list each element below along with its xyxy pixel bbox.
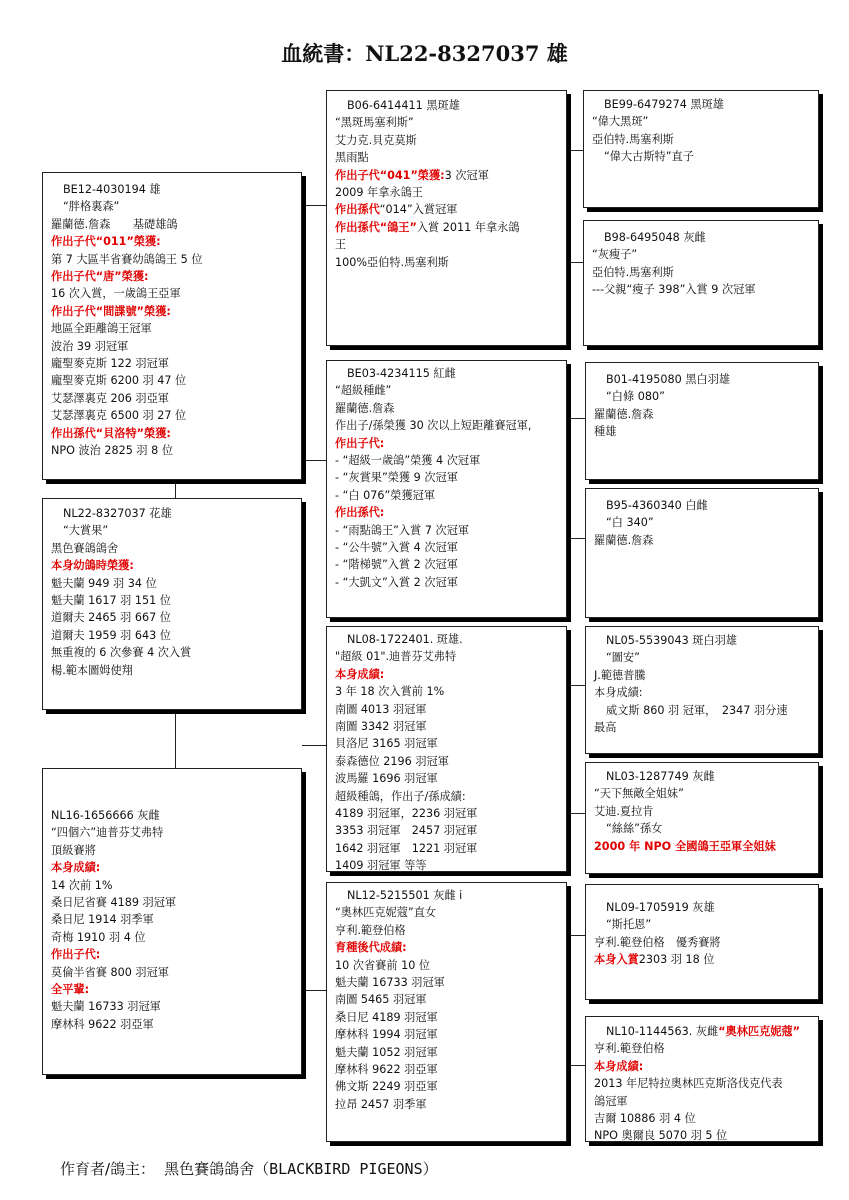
pedigree-line bbox=[335, 556, 560, 573]
pedigree-line-text: 拉昂 2457 羽季軍 bbox=[335, 1097, 427, 1111]
pedigree-line-text: NL08-1722401. 斑雄. bbox=[347, 633, 463, 646]
pedigree-line-text: 南圖 4013 羽冠軍 bbox=[335, 702, 427, 716]
pedigree-line-text: 龐聖麥克斯 122 羽冠軍 bbox=[51, 357, 169, 371]
pedigree-line bbox=[594, 899, 812, 916]
pedigree-line-text: 3 年 18 次入賞前 1% bbox=[335, 685, 445, 699]
connector-sd-sdd bbox=[567, 538, 585, 539]
connector-sire-sd bbox=[302, 460, 326, 461]
pedigree-line bbox=[335, 788, 560, 805]
pedigree-line bbox=[51, 842, 295, 859]
pedigree-line-text: NL10-1144563. 灰雌 bbox=[606, 1025, 719, 1038]
pedigree-line bbox=[335, 922, 560, 939]
pedigree-line bbox=[594, 514, 812, 531]
pedigree-line bbox=[335, 114, 560, 131]
pedigree-line bbox=[51, 285, 295, 302]
pedigree-line-text: “四個六”迪普芬艾弗特 bbox=[51, 826, 164, 840]
pedigree-line-text: 桑日尼 4189 羽冠軍 bbox=[335, 1010, 438, 1024]
pedigree-line-text: “白條 080” bbox=[606, 390, 665, 404]
pedigree-line-text: 超級種鴿，作出子/孫成績: bbox=[335, 789, 466, 803]
pedigree-line bbox=[335, 574, 560, 591]
pedigree-line bbox=[335, 805, 560, 822]
pedigree-line-text: B06-6414411 黑斑雄 bbox=[347, 99, 460, 112]
pedigree-line bbox=[51, 627, 295, 644]
pedigree-line-text: B95-4360340 白雌 bbox=[606, 499, 708, 512]
pedigree-line-text: 艾瑟澤裏克 6500 羽 27 位 bbox=[51, 409, 187, 423]
pedigree-line-text: “偉大古斯特”直子 bbox=[604, 150, 694, 164]
pedigree-line bbox=[335, 648, 560, 665]
pedigree-line bbox=[51, 644, 295, 661]
pedigree-line-text: 魁夫蘭 1052 羽冠軍 bbox=[335, 1045, 438, 1059]
pedigree-line bbox=[51, 355, 295, 372]
pedigree-line-text: 無重複的 6 次參賽 4 次入賞 bbox=[51, 646, 192, 660]
pedigree-line-text: 100%亞伯特.馬塞利斯 bbox=[335, 255, 449, 269]
pedigree-line bbox=[594, 785, 812, 802]
pedigree-line bbox=[335, 469, 560, 486]
pedigree-line bbox=[335, 718, 560, 735]
pedigree-line-text: 羅蘭德.詹森 基礎雄鴿 bbox=[51, 217, 178, 231]
pedigree-line-text: 種雄 bbox=[594, 425, 617, 439]
pedigree-line-text: 亞伯特.馬塞利斯 bbox=[592, 132, 674, 146]
sire-dam-card bbox=[326, 360, 567, 618]
dam-sire-card bbox=[326, 626, 567, 872]
pedigree-line bbox=[335, 735, 560, 752]
pedigree-line bbox=[594, 388, 812, 405]
pedigree-line bbox=[335, 887, 560, 904]
pedigree-line bbox=[51, 981, 295, 998]
pedigree-line bbox=[594, 768, 812, 785]
pedigree-line bbox=[335, 97, 560, 114]
pedigree-line-text: 作出子代“間諜號”榮獲: bbox=[51, 304, 171, 318]
pedigree-line-text: 黑雨點 bbox=[335, 151, 369, 165]
pedigree-line bbox=[335, 957, 560, 974]
pedigree-line bbox=[335, 974, 560, 991]
pedigree-line-text: 吉爾 10886 羽 4 位 bbox=[594, 1112, 696, 1126]
pedigree-line bbox=[335, 417, 560, 434]
pedigree-line bbox=[51, 268, 295, 285]
pedigree-line bbox=[335, 149, 560, 166]
connector-sd-sds bbox=[567, 418, 585, 419]
pedigree-line-text: 桑日尼 1914 羽季軍 bbox=[51, 913, 154, 927]
pedigree-line bbox=[335, 400, 560, 417]
pedigree-line bbox=[594, 684, 812, 701]
pedigree-line-text: NL09-1705919 灰雄 bbox=[606, 901, 715, 914]
pedigree-line-text: 4189 羽冠軍，2236 羽冠軍 bbox=[335, 807, 478, 821]
pedigree-line bbox=[594, 423, 812, 440]
pedigree-line bbox=[51, 407, 295, 424]
pedigree-line-text: NL03-1287749 灰雌 bbox=[606, 770, 715, 783]
pedigree-line bbox=[335, 840, 560, 857]
pedigree-line-detail: 入賞 2011 年拿永鴿 bbox=[416, 220, 520, 234]
pedigree-line-text: - “雨點鴿王”入賞 7 次冠軍 bbox=[335, 523, 470, 537]
pedigree-line-text: 全平輩: bbox=[51, 983, 90, 997]
pedigree-line bbox=[335, 539, 560, 556]
pedigree-line bbox=[335, 666, 560, 683]
pedigree-line-text: 南圖 5465 羽冠軍 bbox=[335, 993, 427, 1007]
pedigree-line-text: 王 bbox=[335, 238, 347, 252]
pedigree-line bbox=[594, 1058, 812, 1075]
pedigree-line-text: 波馬羅 1696 羽冠軍 bbox=[335, 772, 438, 786]
pedigree-line bbox=[51, 609, 295, 626]
pedigree-line-text: 本身成績: bbox=[51, 861, 101, 875]
connector-sire-main bbox=[175, 480, 176, 498]
breeder-label: 作育者/鴿主： bbox=[60, 1160, 156, 1178]
dam-card bbox=[42, 768, 302, 1075]
pedigree-line bbox=[51, 894, 295, 911]
pedigree-line bbox=[335, 857, 560, 872]
dam-dam-sire-card bbox=[585, 884, 819, 1000]
pedigree-line bbox=[51, 338, 295, 355]
pedigree-line-text: 鴿冠軍 bbox=[594, 1094, 628, 1108]
pedigree-line bbox=[335, 522, 560, 539]
pedigree-line bbox=[592, 96, 812, 113]
pedigree-line-text: 羅蘭德.詹森 bbox=[335, 401, 395, 415]
pedigree-line bbox=[594, 532, 812, 549]
pedigree-line bbox=[335, 631, 560, 648]
connector-ds-dss bbox=[567, 685, 585, 686]
pedigree-line-text: 佛文斯 2249 羽亞軍 bbox=[335, 1080, 438, 1094]
pedigree-line-text: - “白 076”榮獲冠軍 bbox=[335, 488, 436, 502]
pedigree-line-text: 魁夫蘭 16733 羽冠軍 bbox=[335, 976, 445, 990]
pedigree-line-text: 南圖 3342 羽冠軍 bbox=[335, 720, 427, 734]
pedigree-line-text: 摩林科 9622 羽亞軍 bbox=[51, 1017, 154, 1031]
pedigree-line bbox=[335, 1096, 560, 1113]
pedigree-line-text: 本身入賞 bbox=[594, 953, 639, 967]
connector-dam-ds bbox=[302, 745, 326, 746]
pedigree-line-text: 黑色賽鴿鴿舍 bbox=[51, 541, 119, 555]
sire-dam-sire-card bbox=[585, 362, 819, 480]
breeder-value: 黑色賽鴿鴿舍（BLACKBIRD PIGEONS） bbox=[164, 1160, 438, 1178]
pedigree-line bbox=[335, 1009, 560, 1026]
pedigree-line bbox=[51, 216, 295, 233]
pedigree-line-text: 10 次省賽前 10 位 bbox=[335, 958, 431, 972]
pedigree-line bbox=[335, 1026, 560, 1043]
pedigree-line-text: “超級種雌” bbox=[335, 384, 392, 398]
pedigree-line-text: “胖格裏森” bbox=[63, 200, 120, 214]
pedigree-line bbox=[335, 167, 560, 184]
pedigree-line-text: - “公牛號”入賞 4 次冠軍 bbox=[335, 541, 458, 555]
pedigree-line bbox=[335, 1044, 560, 1061]
pedigree-line bbox=[335, 1078, 560, 1095]
pedigree-line bbox=[335, 201, 560, 218]
pedigree-line-text: 作出孫代“鴿王” bbox=[335, 220, 417, 234]
pedigree-line bbox=[335, 132, 560, 149]
pedigree-line-text: - “灰賞果”榮獲 9 次冠軍 bbox=[335, 471, 458, 485]
pedigree-line bbox=[51, 557, 295, 574]
pedigree-line-text: 2009 年拿永鴿王 bbox=[335, 186, 423, 200]
pedigree-line-text: 亨利.範登伯格 bbox=[594, 1042, 665, 1056]
pedigree-line-text: NL22-8327037 花雄 bbox=[63, 507, 172, 520]
pedigree-line-text: 本身成績: bbox=[335, 667, 385, 681]
pedigree-line bbox=[594, 820, 812, 837]
pedigree-line-text: 作出子代: bbox=[335, 436, 385, 450]
pedigree-line-text: 亞伯特.馬塞利斯 bbox=[592, 265, 674, 279]
pedigree-line-text: “奧林匹克妮蔻”直女 bbox=[335, 906, 437, 920]
pedigree-line bbox=[335, 939, 560, 956]
pedigree-line bbox=[51, 592, 295, 609]
pedigree-line-text: 作出孫代: bbox=[335, 506, 385, 520]
connector-dam-dd bbox=[302, 990, 326, 991]
pedigree-line bbox=[51, 824, 295, 841]
connector-ss-sss bbox=[567, 150, 583, 151]
connector-dd-ddd bbox=[567, 1065, 585, 1066]
pedigree-line-text: 1409 羽冠軍 等等 bbox=[335, 859, 427, 872]
pedigree-line-text: NL16-1656666 灰雌 bbox=[51, 809, 160, 822]
pedigree-line-text: “天下無敵全姐妹” bbox=[594, 787, 684, 801]
pedigree-line bbox=[51, 929, 295, 946]
pedigree-line bbox=[51, 425, 295, 442]
pedigree-line-text: “大賞果” bbox=[63, 524, 109, 538]
pedigree-line bbox=[51, 575, 295, 592]
pedigree-line bbox=[594, 1023, 812, 1040]
pedigree-line bbox=[335, 452, 560, 469]
connector-main-dam bbox=[175, 710, 176, 768]
pedigree-line-text: NL12-5215501 灰雌 i bbox=[347, 889, 463, 902]
connector-sire-ss bbox=[302, 205, 326, 206]
pedigree-line-detail: “014”入賞冠軍 bbox=[379, 203, 458, 217]
sire-sire-sire-card bbox=[583, 90, 819, 208]
pedigree-line-text: 育種後代成績: bbox=[335, 941, 407, 955]
pedigree-line-text: “絲絲”孫女 bbox=[606, 822, 663, 836]
pedigree-line-text: “偉大黑斑” bbox=[592, 115, 649, 129]
pedigree-line bbox=[594, 916, 812, 933]
pedigree-line-text: BE03-4234115 紅雌 bbox=[347, 367, 456, 380]
breeder-footer bbox=[60, 1158, 438, 1179]
pedigree-line bbox=[335, 822, 560, 839]
pedigree-line-text: 最高 bbox=[594, 721, 617, 735]
pedigree-line bbox=[51, 372, 295, 389]
pedigree-line-text: 摩林科 9622 羽亞軍 bbox=[335, 1063, 438, 1077]
pedigree-line bbox=[51, 540, 295, 557]
pedigree-line bbox=[594, 649, 812, 666]
pedigree-line-text: 波治 39 羽冠軍 bbox=[51, 339, 129, 353]
pedigree-line-text: 本身成績: bbox=[594, 686, 643, 700]
pedigree-line-text: 1642 羽冠軍 1221 羽冠軍 bbox=[335, 841, 478, 855]
pedigree-line-text: 亨利.範登伯格 優秀賽將 bbox=[594, 935, 721, 949]
pedigree-line bbox=[51, 998, 295, 1015]
pedigree-line bbox=[594, 632, 812, 649]
pedigree-line-text: "超級 01".迪普芬艾弗特 bbox=[335, 650, 457, 664]
pedigree-line bbox=[51, 911, 295, 928]
pedigree-line bbox=[51, 442, 295, 459]
sire-dam-dam-card bbox=[585, 488, 819, 618]
pedigree-line-text: “黑斑馬塞利斯” bbox=[335, 116, 414, 130]
pedigree-line-text: NPO 波治 2825 羽 8 位 bbox=[51, 444, 174, 458]
pedigree-line-text: 泰森德位 2196 羽冠軍 bbox=[335, 754, 449, 768]
pedigree-line-text: 道爾夫 1959 羽 643 位 bbox=[51, 628, 171, 642]
pedigree-line-text: 羅蘭德.詹森 bbox=[594, 533, 654, 547]
pedigree-line bbox=[51, 946, 295, 963]
connector-ss-ssd bbox=[567, 262, 583, 263]
pedigree-line-highlight: “奧林匹克妮蔻” bbox=[718, 1025, 801, 1038]
pedigree-line bbox=[594, 1093, 812, 1110]
connector-ds-dsd bbox=[567, 813, 585, 814]
pedigree-line-text: J.範德普騰 bbox=[594, 668, 646, 682]
pedigree-line bbox=[592, 264, 812, 281]
pedigree-line bbox=[335, 904, 560, 921]
dam-sire-dam-card bbox=[585, 762, 819, 874]
pedigree-line-text: BE12-4030194 雄 bbox=[63, 183, 161, 196]
pedigree-line-text: 亨利.範登伯格 bbox=[335, 923, 406, 937]
dam-dam-card bbox=[326, 882, 567, 1142]
pedigree-line bbox=[594, 1075, 812, 1092]
pedigree-line bbox=[335, 487, 560, 504]
pedigree-line-text: 作出子代“唐”榮獲: bbox=[51, 270, 149, 284]
pedigree-line-detail: 2303 羽 18 位 bbox=[638, 953, 715, 967]
pedigree-line-text: “圖安” bbox=[606, 651, 640, 665]
pedigree-line bbox=[594, 406, 812, 423]
pedigree-line bbox=[592, 246, 812, 263]
pedigree-line bbox=[51, 522, 295, 539]
pedigree-line-text: 艾瑟澤裏克 206 羽亞軍 bbox=[51, 391, 169, 405]
pedigree-line bbox=[594, 702, 812, 719]
pedigree-line-text: B98-6495048 灰雌 bbox=[604, 231, 706, 244]
pedigree-line bbox=[594, 1040, 812, 1057]
pedigree-line bbox=[51, 1016, 295, 1033]
pedigree-line-text: 作出子/孫榮獲 30 次以上短距離賽冠軍, bbox=[335, 419, 532, 433]
pedigree-line bbox=[594, 1110, 812, 1127]
pedigree-line bbox=[51, 964, 295, 981]
pedigree-line bbox=[594, 1127, 812, 1142]
pedigree-line bbox=[594, 497, 812, 514]
pedigree-line-text: 魁夫蘭 16733 羽冠軍 bbox=[51, 1000, 161, 1014]
main-pigeon-card bbox=[42, 498, 302, 710]
pedigree-line bbox=[335, 991, 560, 1008]
pedigree-line-text: 奇梅 1910 羽 4 位 bbox=[51, 930, 146, 944]
page-title: 血統書：NL22-8327037 雄 bbox=[281, 41, 568, 66]
pedigree-line bbox=[335, 435, 560, 452]
pedigree-line bbox=[335, 701, 560, 718]
pedigree-line bbox=[594, 371, 812, 388]
pedigree-line bbox=[335, 1061, 560, 1078]
pedigree-line bbox=[51, 181, 295, 198]
pedigree-line-text: “灰瘦子” bbox=[592, 248, 638, 262]
pedigree-line-text: 艾力克.貝克莫斯 bbox=[335, 133, 417, 147]
pedigree-line bbox=[51, 390, 295, 407]
pedigree-line-text: 楊.範本圖姆使翔 bbox=[51, 663, 133, 677]
pedigree-line bbox=[594, 838, 812, 855]
pedigree-line-text: 莫倫半省賽 800 羽冠軍 bbox=[51, 965, 169, 979]
pedigree-line-text: 3353 羽冠軍 2457 羽冠軍 bbox=[335, 824, 478, 838]
dam-sire-sire-card bbox=[585, 626, 819, 754]
pedigree-line-text: - “超級一歲鴿”榮獲 4 次冠軍 bbox=[335, 454, 481, 468]
pedigree-line bbox=[51, 662, 295, 679]
pedigree-line bbox=[335, 683, 560, 700]
pedigree-line-text: - “大凱文”入賞 2 次冠軍 bbox=[335, 575, 458, 589]
pedigree-line-text: “白 340” bbox=[606, 516, 654, 530]
pedigree-line-text: ---父親“瘦子 398”入賞 9 次冠軍 bbox=[592, 283, 756, 297]
pedigree-line-text: 龐聖麥克斯 6200 羽 47 位 bbox=[51, 374, 187, 388]
pedigree-line-text: 桑日尼省賽 4189 羽冠軍 bbox=[51, 896, 177, 910]
pedigree-line bbox=[594, 951, 812, 968]
pedigree-line-text: 貝洛尼 3165 羽冠軍 bbox=[335, 737, 438, 751]
pedigree-line bbox=[592, 229, 812, 246]
pedigree-line-text: 艾迪.夏拉肯 bbox=[594, 804, 654, 818]
pedigree-line bbox=[335, 184, 560, 201]
pedigree-line-text: 本身幼鴿時榮獲: bbox=[51, 559, 134, 573]
pedigree-line-text: 16 次入賞，一歲鴿王亞軍 bbox=[51, 287, 181, 301]
pedigree-line-text: 作出孫代“貝洛特”榮獲: bbox=[51, 426, 171, 440]
sire-card bbox=[42, 172, 302, 480]
sire-sire-dam-card bbox=[583, 220, 819, 346]
pedigree-line bbox=[594, 667, 812, 684]
pedigree-line bbox=[51, 877, 295, 894]
pedigree-line bbox=[592, 281, 812, 298]
pedigree-line bbox=[594, 803, 812, 820]
pedigree-line-text: 作出子代: bbox=[51, 948, 101, 962]
pedigree-line-text: 道爾夫 2465 羽 667 位 bbox=[51, 611, 171, 625]
pedigree-line bbox=[335, 365, 560, 382]
pedigree-line bbox=[51, 233, 295, 250]
pedigree-line bbox=[335, 382, 560, 399]
pedigree-line-detail: 3 次冠軍 bbox=[444, 168, 489, 182]
pedigree-line-text: 魁夫蘭 1617 羽 151 位 bbox=[51, 594, 171, 608]
pedigree-line-text: 魁夫蘭 949 羽 34 位 bbox=[51, 576, 157, 590]
pedigree-line-text: “斯托恩” bbox=[606, 918, 652, 932]
pedigree-line-text: NL05-5539043 斑白羽雄 bbox=[606, 634, 738, 647]
pedigree-line-text: 作出孫代 bbox=[335, 203, 380, 217]
pedigree-line-text: 作出子代“041”榮獲: bbox=[335, 168, 445, 182]
pedigree-line bbox=[335, 753, 560, 770]
pedigree-line-text: 地區全距離鴿王冠軍 bbox=[51, 322, 152, 336]
pedigree-line bbox=[51, 859, 295, 876]
pedigree-line bbox=[51, 807, 295, 824]
pedigree-line-text: NPO 奧爾良 5070 羽 5 位 bbox=[594, 1129, 728, 1142]
pedigree-line-text: - “階梯號”入賞 2 次冠軍 bbox=[335, 558, 458, 572]
pedigree-line bbox=[335, 219, 560, 236]
pedigree-line bbox=[51, 320, 295, 337]
pedigree-line bbox=[335, 504, 560, 521]
pedigree-line bbox=[592, 148, 812, 165]
sire-sire-card bbox=[326, 90, 567, 346]
pedigree-line bbox=[592, 113, 812, 130]
pedigree-line-text: 頂級賽將 bbox=[51, 843, 96, 857]
pedigree-line-text: 本身成績: bbox=[594, 1059, 644, 1073]
pedigree-line bbox=[594, 719, 812, 736]
pedigree-line-text: 14 次前 1% bbox=[51, 878, 113, 892]
pedigree-line bbox=[51, 303, 295, 320]
pedigree-line-text: 羅蘭德.詹森 bbox=[594, 407, 654, 421]
pedigree-line-text: 摩林科 1994 羽冠軍 bbox=[335, 1028, 438, 1042]
pedigree-line bbox=[335, 236, 560, 253]
pedigree-line-text: 作出子代“011”榮獲: bbox=[51, 235, 161, 249]
pedigree-line bbox=[592, 131, 812, 148]
pedigree-line bbox=[335, 770, 560, 787]
pedigree-line bbox=[594, 934, 812, 951]
pedigree-line bbox=[51, 505, 295, 522]
pedigree-line-text: B01-4195080 黑白羽雄 bbox=[606, 373, 731, 386]
pedigree-line-text: 第 7 大區半省賽幼鴿鴿王 5 位 bbox=[51, 252, 203, 266]
pedigree-line-text: 2013 年尼特拉奧林匹克斯洛伐克代表 bbox=[594, 1077, 783, 1091]
dam-dam-dam-card bbox=[585, 1016, 819, 1142]
pedigree-line bbox=[51, 198, 295, 215]
pedigree-line-text: 2000 年 NPO 全國鴿王亞軍全姐妹 bbox=[594, 839, 776, 853]
pedigree-line bbox=[335, 254, 560, 271]
pedigree-line bbox=[51, 251, 295, 268]
pedigree-line-text: 威文斯 860 羽 冠軍， 2347 羽分速 bbox=[606, 703, 788, 717]
pedigree-line-text: BE99-6479274 黑斑雄 bbox=[604, 98, 724, 111]
connector-dd-dds bbox=[567, 935, 585, 936]
